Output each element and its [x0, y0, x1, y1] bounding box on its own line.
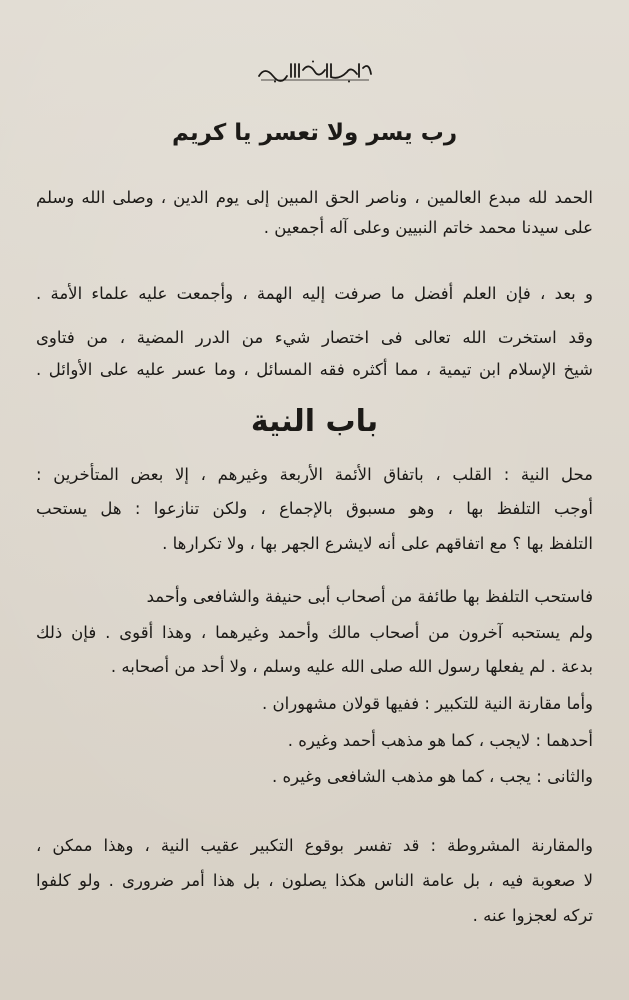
- body-line: لا صعوبة فيه ، بل عامة الناس هكذا يصلون ، بل هذا أمر ضرورى . ولو كلفوا: [36, 871, 593, 890]
- body-line: تركه لعجزوا عنه .: [472, 906, 593, 925]
- body-line: ولم يستحبه آخرون من أصحاب مالك وأحمد وغيرهما ، وهذا أقوى . فإن ذلك: [36, 623, 593, 642]
- intro-line: و بعد ، فإن العلم أفضل ما صرفت إليه الهمة ، وأجمعت عليه علماء الأمة .: [36, 284, 593, 303]
- body-line: بدعة . لم يفعلها رسول الله صلى الله عليه وسلم ، ولا أحد من أصحابه .: [110, 657, 593, 676]
- intro-line: الحمد لله مبدع العالمين ، وناصر الحق المبين إلى يوم الدين ، وصلى الله وسلم: [36, 188, 593, 207]
- section-heading: باب النية: [250, 404, 379, 439]
- basmala-ornament: [0, 58, 629, 84]
- body-line: أوجب التلفظ بها ، وهو مسبوق بالإجماع ، ولكن تنازعوا : هل يستحب: [36, 499, 593, 518]
- invocation-line: رب يسر ولا تعسر يا كريم: [171, 120, 458, 146]
- body-line: فاستحب التلفظ بها طائفة من أصحاب أبى حنيفة والشافعى وأحمد: [146, 587, 593, 606]
- intro-line: وقد استخرت الله تعالى فى اختصار شيء من الدرر المضية ، من فتاوى: [36, 328, 593, 347]
- body-line: محل النية : القلب ، باتفاق الأئمة الأربعة وغيرهم ، إلا بعض المتأخرين :: [36, 465, 593, 484]
- body-line: وأما مقارنة النية للتكبير : ففيها قولان مشهوران .: [262, 694, 593, 713]
- intro-line: على سيدنا محمد خاتم النبيين وعلى آله أجمعين .: [263, 218, 593, 237]
- body-line: والثانى : يجب ، كما هو مذهب الشافعى وغيره .: [271, 767, 593, 786]
- basmala-calligraphy-icon: [255, 58, 375, 84]
- body-line: التلفظ بها ؟ مع اتفاقهم على أنه لايشرع الجهر بها ، ولا تكرارها .: [162, 534, 593, 553]
- body-line: أحدهما : لايجب ، كما هو مذهب أحمد وغيره .: [287, 731, 593, 750]
- body-line: والمقارنة المشروطة : قد تفسر بوقوع التكبير عقيب النية ، وهذا ممكن ،: [36, 836, 593, 855]
- intro-line: شيخ الإسلام ابن تيمية ، مما أكثره فقه المسائل ، وما عسر عليه على الأوائل .: [36, 360, 593, 379]
